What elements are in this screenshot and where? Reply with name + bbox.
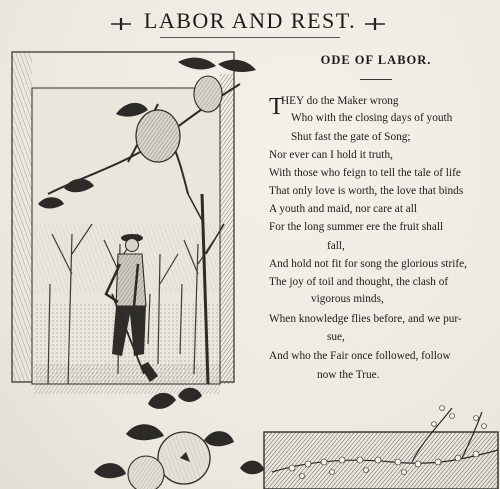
poem-line: vigorous minds,: [311, 293, 384, 305]
poem-line: sue,: [327, 331, 345, 343]
page-title: LABOR AND REST.: [143, 8, 357, 33]
poem-line: When knowledge flies before, and we pur-: [269, 313, 462, 325]
poem-line: HEY do the Maker wrong: [281, 95, 399, 107]
poem-line: With those who feign to tell the tale of life: [269, 167, 461, 179]
orchard-engraving: [8, 44, 266, 489]
header-rule: [160, 37, 340, 38]
cross-ornament-icon: [364, 16, 386, 32]
poem-line: And who the Fair once followed, follow: [269, 350, 451, 362]
poem-line: Nor ever can I hold it truth,: [269, 149, 393, 161]
poem-line: For the long summer ere the fruit shall: [269, 221, 444, 233]
page-header: [0, 6, 500, 40]
poem-line: Who with the closing days of youth: [291, 112, 453, 124]
title-rule: [360, 79, 392, 80]
poem-line: That only love is worth, the love that binds: [269, 185, 464, 197]
poem-line: A youth and maid, nor care at all: [269, 203, 418, 215]
poem-line: now the True.: [317, 369, 380, 381]
poem-line: The joy of toil and thought, the clash of: [269, 276, 449, 288]
poem-line: fall,: [327, 240, 345, 252]
drop-cap: T: [269, 94, 284, 120]
poem-line: And hold not fit for song the glorious strife,: [269, 258, 467, 270]
poem-line: Shut fast the gate of Song;: [291, 131, 411, 143]
cross-ornament-icon: [110, 16, 132, 32]
branch-vignette: [262, 402, 500, 489]
poem-title: ODE OF LABOR.: [320, 53, 432, 67]
